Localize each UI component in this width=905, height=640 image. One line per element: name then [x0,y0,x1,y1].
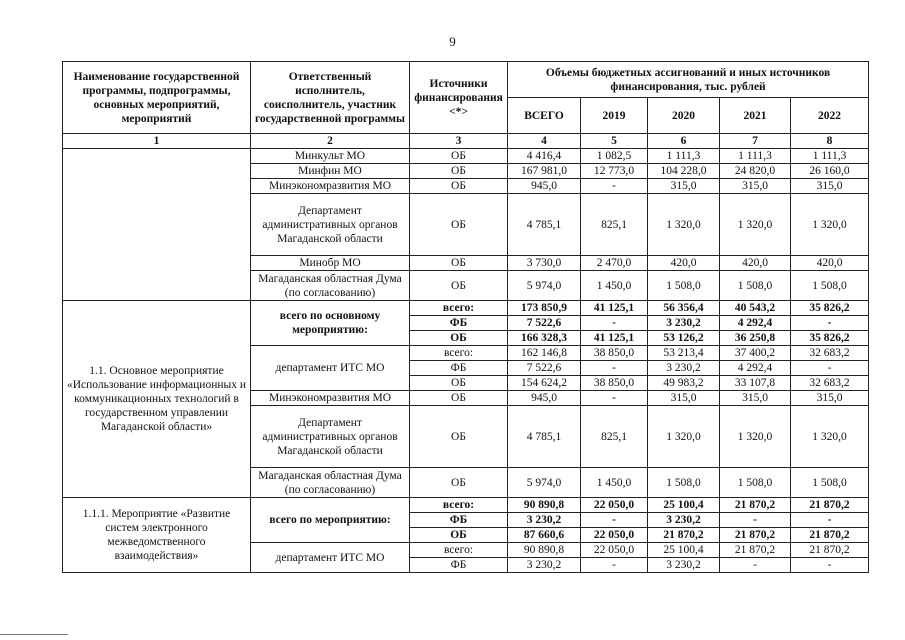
value-2021: 4 292,4 [720,361,791,376]
footer-separator [0,634,68,635]
value-2021: 1 111,3 [720,149,791,164]
value-2020: 53 213,4 [648,346,720,361]
header-year-2019: 2019 [581,98,648,134]
source-cell: ОБ [410,256,508,271]
value-total: 4 416,4 [508,149,581,164]
value-2019: - [581,513,648,528]
value-2020: 420,0 [648,256,720,271]
value-total: 3 230,2 [508,513,581,528]
value-2020: 1 508,0 [648,271,720,301]
program-name-cell [63,149,251,301]
source-cell: ФБ [410,558,508,573]
value-2019: - [581,391,648,406]
value-2019: 38 850,0 [581,346,648,361]
header-funding-source: Источники финансирования <*> [410,62,508,134]
value-2019: - [581,361,648,376]
value-2019: 1 450,0 [581,468,648,498]
value-2019: - [581,179,648,194]
value-total: 4 785,1 [508,194,581,256]
value-2021: - [720,558,791,573]
source-cell: всего: [410,543,508,558]
value-total: 90 890,8 [508,498,581,513]
value-2020: 315,0 [648,179,720,194]
column-number: 2 [251,134,410,149]
header-total: ВСЕГО [508,98,581,134]
column-number: 7 [720,134,791,149]
header-year-2022: 2022 [791,98,869,134]
executor-cell: Департамент административных органов Магаданской области [251,406,410,468]
executor-cell: Департамент административных органов Магаданской области [251,194,410,256]
value-2020: 1 320,0 [648,406,720,468]
value-2019: 41 125,1 [581,301,648,316]
value-total: 945,0 [508,179,581,194]
value-total: 945,0 [508,391,581,406]
value-total: 3 230,2 [508,558,581,573]
value-total: 166 328,3 [508,331,581,346]
value-total: 162 146,8 [508,346,581,361]
value-2021: 40 543,2 [720,301,791,316]
value-2022: - [791,316,869,331]
value-2021: 1 320,0 [720,406,791,468]
value-2020: 3 230,2 [648,513,720,528]
value-2019: 38 850,0 [581,376,648,391]
value-2019: 2 470,0 [581,256,648,271]
value-2021: 315,0 [720,391,791,406]
value-2019: 22 050,0 [581,528,648,543]
program-name-cell: 1.1. Основное мероприятие «Использование информационных и коммуникационных технологий в государственном управлении Магаданской области» [63,301,251,498]
value-total: 5 974,0 [508,271,581,301]
value-2020: 25 100,4 [648,498,720,513]
value-2021: 36 250,8 [720,331,791,346]
value-2022: 1 320,0 [791,194,869,256]
header-year-2020: 2020 [648,98,720,134]
value-2021: 1 320,0 [720,194,791,256]
value-2021: 33 107,8 [720,376,791,391]
value-2019: 825,1 [581,194,648,256]
source-cell: ФБ [410,361,508,376]
value-2022: 26 160,0 [791,164,869,179]
value-2021: 420,0 [720,256,791,271]
column-number: 6 [648,134,720,149]
value-2022: - [791,361,869,376]
page-number: 9 [449,34,456,49]
column-number: 4 [508,134,581,149]
source-cell: ОБ [410,149,508,164]
value-2022: 315,0 [791,179,869,194]
source-cell: ОБ [410,391,508,406]
value-2021: 37 400,2 [720,346,791,361]
header-executor: Ответственный исполнитель, соисполнитель, участник государственной программы [251,62,410,134]
value-2022: 21 870,2 [791,543,869,558]
value-2022: 32 683,2 [791,376,869,391]
executor-cell: Минкульт МО [251,149,410,164]
source-cell: ФБ [410,316,508,331]
source-cell: ОБ [410,271,508,301]
value-2022: 315,0 [791,391,869,406]
value-2022: - [791,558,869,573]
value-2022: 1 320,0 [791,406,869,468]
value-2020: 1 111,3 [648,149,720,164]
value-2021: 1 508,0 [720,271,791,301]
value-2022: 21 870,2 [791,498,869,513]
value-2020: 315,0 [648,391,720,406]
executor-cell: Минэкономразвития МО [251,391,410,406]
value-2020: 49 983,2 [648,376,720,391]
value-2020: 3 230,2 [648,316,720,331]
value-2020: 53 126,2 [648,331,720,346]
column-number-row [63,134,869,149]
program-name-cell: 1.1.1. Мероприятие «Развитие систем электронного межведомственного взаимодействия» [63,498,251,573]
value-2021: 21 870,2 [720,528,791,543]
table-row [63,301,869,316]
executor-cell: Минэкономразвития МО [251,179,410,194]
table-row [63,498,869,513]
value-2022: 420,0 [791,256,869,271]
value-total: 3 730,0 [508,256,581,271]
value-2020: 1 508,0 [648,468,720,498]
source-cell: всего: [410,346,508,361]
value-total: 167 981,0 [508,164,581,179]
source-cell: ОБ [410,376,508,391]
value-2019: - [581,316,648,331]
value-total: 7 522,6 [508,361,581,376]
value-2021: 21 870,2 [720,543,791,558]
value-total: 7 522,6 [508,316,581,331]
table-row [63,149,869,164]
executor-cell: Магаданская областная Дума (по согласованию) [251,468,410,498]
value-2020: 3 230,2 [648,558,720,573]
value-2020: 3 230,2 [648,361,720,376]
header-program-name: Наименование государственной программы, подпрограммы, основных мероприятий, мероприятий [63,62,251,134]
value-2019: 1 082,5 [581,149,648,164]
executor-cell: Минобр МО [251,256,410,271]
column-number: 1 [63,134,251,149]
value-2020: 25 100,4 [648,543,720,558]
source-cell: ОБ [410,468,508,498]
value-2020: 1 320,0 [648,194,720,256]
header-budget-volumes: Объемы бюджетных ассигнований и иных источников финансирования, тыс. рублей [508,62,869,98]
value-2019: 41 125,1 [581,331,648,346]
value-2022: 21 870,2 [791,528,869,543]
value-2021: - [720,513,791,528]
source-cell: всего: [410,498,508,513]
column-number: 8 [791,134,869,149]
value-2021: 21 870,2 [720,498,791,513]
value-2021: 24 820,0 [720,164,791,179]
value-2020: 21 870,2 [648,528,720,543]
source-cell: ОБ [410,164,508,179]
executor-cell: всего по основному мероприятию: [251,301,410,346]
value-2022: 1 508,0 [791,468,869,498]
value-2022: 1 111,3 [791,149,869,164]
value-total: 90 890,8 [508,543,581,558]
value-2022: 32 683,2 [791,346,869,361]
value-2021: 4 292,4 [720,316,791,331]
header-year-2021: 2021 [720,98,791,134]
value-2020: 56 356,4 [648,301,720,316]
source-cell: ОБ [410,331,508,346]
budget-table [62,61,869,573]
value-2022: 35 826,2 [791,331,869,346]
executor-cell: департамент ИТС МО [251,543,410,573]
source-cell: ОБ [410,406,508,468]
value-2022: 35 826,2 [791,301,869,316]
value-2019: - [581,558,648,573]
column-number: 3 [410,134,508,149]
source-cell: ОБ [410,194,508,256]
value-total: 4 785,1 [508,406,581,468]
value-2020: 104 228,0 [648,164,720,179]
value-total: 87 660,6 [508,528,581,543]
source-cell: всего: [410,301,508,316]
source-cell: ОБ [410,528,508,543]
executor-cell: всего по мероприятию: [251,498,410,543]
value-2021: 1 508,0 [720,468,791,498]
value-2021: 315,0 [720,179,791,194]
source-cell: ОБ [410,179,508,194]
value-2019: 22 050,0 [581,543,648,558]
value-total: 173 850,9 [508,301,581,316]
column-number: 5 [581,134,648,149]
value-2022: 1 508,0 [791,271,869,301]
value-2019: 1 450,0 [581,271,648,301]
executor-cell: Магаданская областная Дума (по согласованию) [251,271,410,301]
value-2022: - [791,513,869,528]
value-2019: 825,1 [581,406,648,468]
executor-cell: Минфин МО [251,164,410,179]
executor-cell: департамент ИТС МО [251,346,410,391]
value-2019: 22 050,0 [581,498,648,513]
source-cell: ФБ [410,513,508,528]
value-total: 154 624,2 [508,376,581,391]
value-2019: 12 773,0 [581,164,648,179]
value-total: 5 974,0 [508,468,581,498]
